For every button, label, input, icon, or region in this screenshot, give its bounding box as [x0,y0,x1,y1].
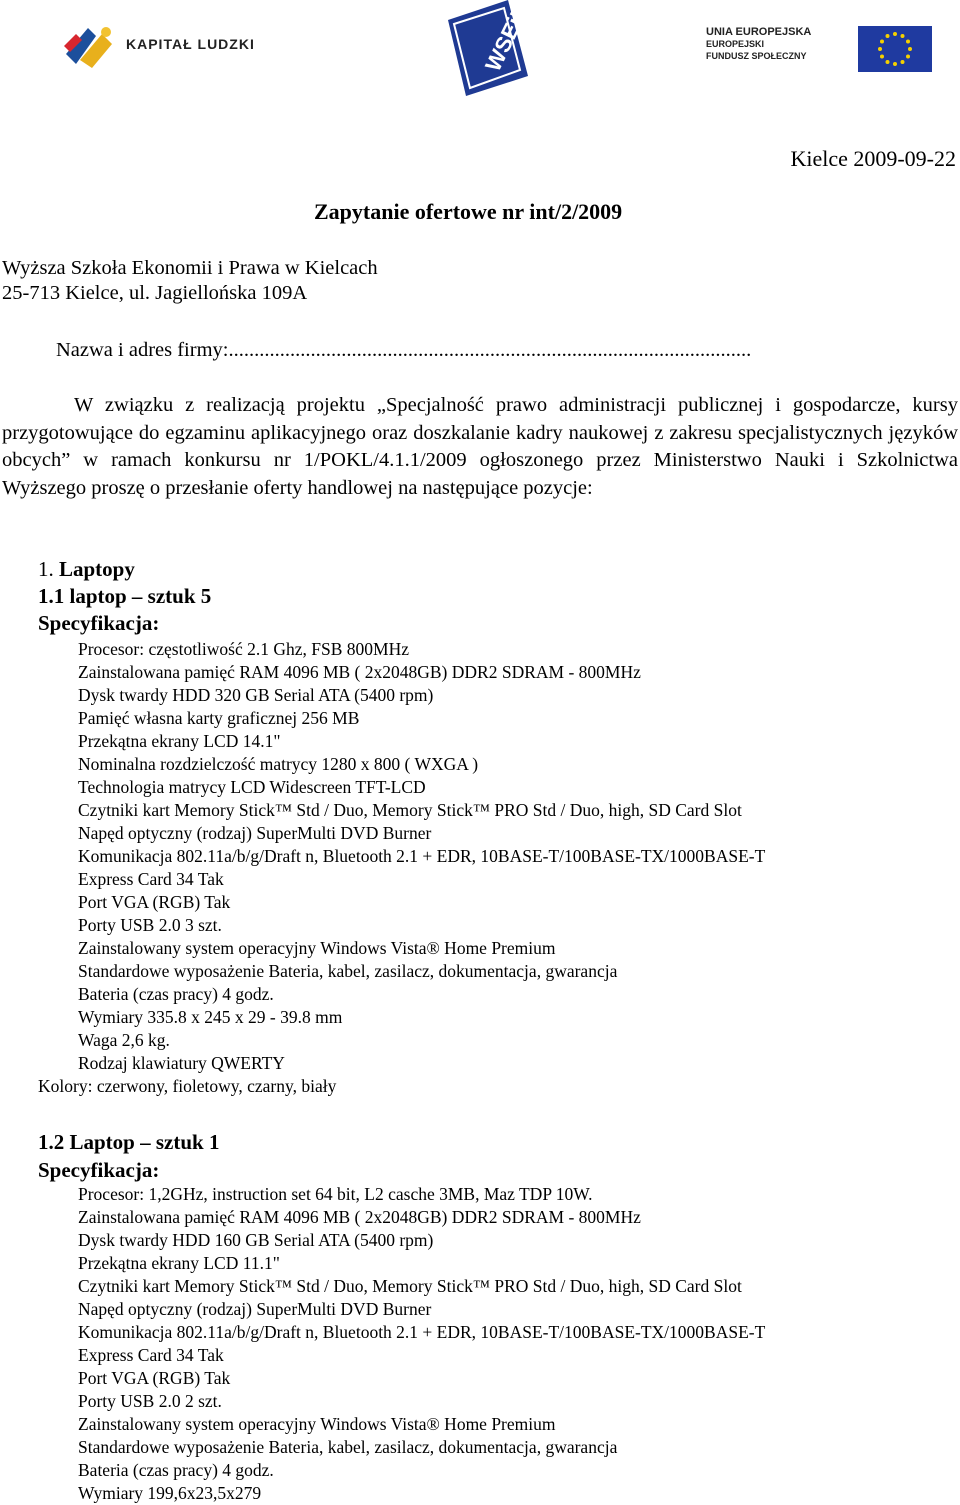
spec-item: Czytniki kart Memory Stick™ Std / Duo, Memory Stick™ PRO Std / Duo, high, SD Card Slot [78,1276,742,1296]
spec-item: Port VGA (RGB) Tak [78,892,231,912]
spec-item: Zainstalowany system operacyjny Windows Vista® Home Premium [78,1414,556,1434]
section-heading-number: 1. [38,557,54,581]
section-laptops [38,556,211,637]
eu-logo-line-3: FUNDUSZ SPOŁECZNY [706,51,807,61]
eu-logo-line-1: UNIA EUROPEJSKA [706,26,812,38]
document-date: Kielce 2009-09-22 [790,146,956,171]
sender-street: 25-713 Kielce, ul. Jagiellońska 109A [2,282,308,304]
spec-item: Wymiary 335.8 x 245 x 29 - 39.8 mm [78,1007,343,1027]
spec-item: Bateria (czas pracy) 4 godz. [78,984,274,1004]
spec-item: Komunikacja 802.11a/b/g/Draft n, Bluetooth 2.1 + EDR, 10BASE-T/100BASE-TX/1000BASE-T [78,846,766,866]
sender-address [2,256,378,306]
spec-item: Napęd optyczny (rodzaj) SuperMulti DVD Burner [78,1299,432,1319]
spec-item: Porty USB 2.0 2 szt. [78,1391,222,1411]
document-title: Zapytanie ofertowe nr int/2/2009 [314,199,623,224]
firm-name-field: Nazwa i adres firmy:...................................................................................................... [56,339,752,361]
spec-item: Procesor: częstotliwość 2.1 Ghz, FSB 800MHz [78,639,410,659]
spec-item: Czytniki kart Memory Stick™ Std / Duo, Memory Stick™ PRO Std / Duo, high, SD Card Slot [78,800,742,820]
spec-item: Dysk twardy HDD 320 GB Serial ATA (5400 rpm) [78,685,434,705]
spec-item: Standardowe wyposażenie Bateria, kabel, zasilacz, dokumentacja, gwarancja [78,1437,618,1457]
spec-item: Przekątna ekrany LCD 11.1" [78,1253,280,1273]
spec-item: Express Card 34 Tak [78,869,224,889]
spec-item: Port VGA (RGB) Tak [78,1368,231,1388]
spec-item: Rodzaj klawiatury QWERTY [78,1053,285,1073]
wseip-logo [448,0,534,96]
subsection-1-2-heading: 1.2 Laptop – sztuk 1 [38,1130,220,1154]
kapital-ludzki-logo-text: KAPITAŁ LUDZKI [126,36,255,52]
spec-item: Zainstalowana pamięć RAM 4096 MB ( 2x2048GB) DDR2 SDRAM - 800MHz [78,662,641,682]
kapital-ludzki-logo [62,24,282,68]
spec-item: Technologia matrycy LCD Widescreen TFT-LCD [78,777,426,797]
spec-item: Dysk twardy HDD 160 GB Serial ATA (5400 rpm) [78,1230,434,1250]
spec-item: Przekątna ekrany LCD 14.1" [78,731,281,751]
spec-item: Wymiary 199,6x23,5x279 [78,1483,262,1503]
spec-item: Porty USB 2.0 3 szt. [78,915,222,935]
colors-line: Kolory: czerwony, fioletowy, czarny, biały [38,1076,337,1096]
section-laptop-1-2 [38,1128,219,1184]
kapital-ludzki-flag-icon [62,24,118,68]
eu-logo [706,26,936,76]
subsection-1-1-heading: 1.1 laptop – sztuk 5 [38,584,212,608]
spec-item: Komunikacja 802.11a/b/g/Draft n, Bluetooth 2.1 + EDR, 10BASE-T/100BASE-TX/1000BASE-T [78,1322,766,1342]
spec-item: Bateria (czas pracy) 4 godz. [78,1460,274,1480]
intro-paragraph: W związku z realizacją projektu „Specjalność prawo administracji publicznej i gospodarcze, kursy przygotowujące do egzaminu aplikacyjnego oraz doszkalanie kadry naukowej z zakresu specjalistycznych języków obcych” w ramach konkursu nr 1/POKL/4.1.1/2009 ogłoszonego przez Ministerstwo Nauki i Szkolnictwa Wyższego proszę o przesłanie oferty handlowej na następujące pozycje: [2,394,958,499]
spec-item: Nominalna rozdzielczość matrycy 1280 x 800 ( WXGA ) [78,754,479,774]
spec-item: Express Card 34 Tak [78,1345,224,1365]
spec-list-2 [78,1183,765,1505]
spec-item: Procesor: 1,2GHz, instruction set 64 bit, L2 casche 3MB, Maz TDP 10W. [78,1184,593,1204]
spec-item: Zainstalowana pamięć RAM 4096 MB ( 2x2048GB) DDR2 SDRAM - 800MHz [78,1207,641,1227]
spec-label: Specyfikacja: [38,1158,160,1182]
spec-item: Zainstalowany system operacyjny Windows Vista® Home Premium [78,938,556,958]
section-heading-title: Laptopy [59,557,135,581]
section-heading [38,556,211,583]
spec-item: Pamięć własna karty graficznej 256 MB [78,708,360,728]
spec-item: Napęd optyczny (rodzaj) SuperMulti DVD Burner [78,823,432,843]
sender-name: Wyższa Szkoła Ekonomii i Prawa w Kielcach [2,257,378,279]
spec-list-1 [78,638,765,1075]
eu-logo-line-2: EUROPEJSKI [706,39,765,49]
header-logos [0,0,960,100]
spec-item: Waga 2,6 kg. [78,1030,170,1050]
spec-label: Specyfikacja: [38,611,160,635]
spec-item: Standardowe wyposażenie Bateria, kabel, zasilacz, dokumentacja, gwarancja [78,961,618,981]
wseip-logo-text: WSEiP [480,0,534,76]
eu-flag-icon [858,26,932,72]
